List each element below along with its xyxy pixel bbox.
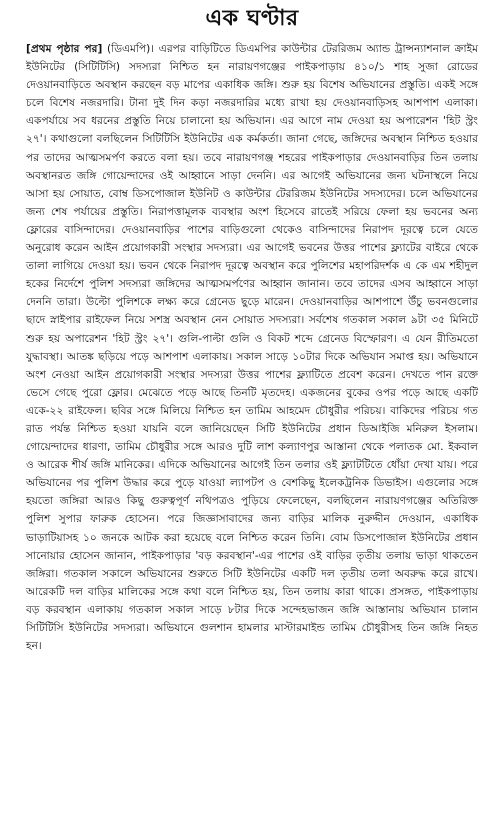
article-paragraph-1: (ডিএমপি)। এরপর বাড়িটিতে ডিএমপির কাউন্টার টেররিজম অ্যান্ড ট্রান্সন্যাশনাল ক্রাইম ইউনিটের (সিটিটিসি) সদস্যরা নিশ্চিত হন নারায়ণগঞ্জের পাইকপাড়ায় ৪১০/১ শাহ সুজা রোডের দেওয়ানবাড়িতে অবস্থান করছেন বড় মাপের একাধিক জঙ্গি। শুরু হয় বিশেষ অভিযানের প্রস্তুতি। একই সঙ্গে চলে বিশেষ নজরদারি। টানা দুই দিন কড়া নজরদারির মধ্যে রাখা হয় দেওয়ানবাড়িসহ আশপাশ এলাকা। একপর্যায়ে সব ধরনের প্রস্তুতি নিয়ে চালানো হয় অভিযান। এর আগে নাম দেওয়া হয় অপারেশন 'হিট স্ট্রং ২৭'। কথাগুলো বলছিলেন সিটিটিসি ইউনিটের এক কর্মকর্তা। (26, 43, 478, 146)
article-body (26, 40, 478, 655)
article-paragraph-2: জানা গেছে, জঙ্গিদের অবস্থান নিশ্চিত হওয়ার পর তাদের আত্মসমর্পণ করতে বলা হয়। তবে নারায়ণগঞ্জ শহরের পাইকপাড়ার দেওয়ানবাড়ির তিন তলায় অবস্থানরত জঙ্গি গোয়েন্দাদের ওই আহ্বানে সাড়া দেননি। এর আগেই অভিযানের জন্য ঘটনাস্থলে নিয়ে আসা হয় সোয়াত, বোম্ব ডিসপোজাল ইউনিট ও কাউন্টার টেররিজম ইউনিটের সদস্যদের। চলে অভিযানের জন্য শেষ পর্যায়ের প্রস্তুতি। নিরাপত্তামূলক ব্যবস্থার অংশ হিসেবে রাতেই সরিয়ে ফেলা হয় ভবনের অন্য ফ্লোরের বাসিন্দাদের। দেওয়ানবাড়ির পাশের বাড়িগুলো থেকেও বাসিন্দাদের নিরাপদ দূরত্বে চলে যেতে অনুরোধ করেন আইন প্রয়োগকারী সংস্থার সদস্যরা। এর আগেই ভবনের উত্তর পাশের ফ্ল্যাটের বাইরে থেকে তালা লাগিয়ে দেওয়া হয়। ভবন থেকে নিরাপদ দূরত্বে অবস্থান করে পুলিশের মহাপরিদর্শক এ কে এম শহীদুল হকের নির্দেশে পুলিশ সদস্যরা জঙ্গিদের আত্মসমর্পণের আহ্বান জানান। তবে তাদের এসব আহ্বানে সাড়া দেননি তারা। উল্টো পুলিশকে লক্ষ্য করে গ্রেনেড ছুড়ে মারেন। দেওয়ানবাড়ির আশপাশে উঁচু ভবনগুলোর ছাদে স্নাইপার রাইফেল নিয়ে সশস্ত্র অবস্থান নেন সোয়াত সদস্যরা। সর্বশেষ গতকাল সকাল ৯টা ৩৫ মিনিটে শুরু হয় অপারেশন 'হিট স্ট্রং ২৭'। গুলি-পাল্টা গুলি ও বিকট শব্দে গ্রেনেড বিস্ফোরণ। এ যেন রীতিমতো যুদ্ধাবস্থা। আতঙ্ক ছড়িয়ে পড়ে আশপাশ এলাকায়। সকাল সাড়ে ১০টার দিকে অভিযান সমাপ্ত হয়। অভিযানে অংশ নেওয়া আইন প্রয়োগকারী সংস্থার সদস্যরা উত্তর পাশের ফ্ল্যাটিতে প্রবেশ করেন। দেখতে পান রক্তে ভেসে গেছে পুরো ফ্লোর। মেঝেতে পড়ে আছে তিনটি মৃতদেহ। একজনের বুকের ওপর পড়ে আছে একটি একে-২২ রাইফেল। ছবির সঙ্গে মিলিয়ে নিশ্চিত হন তামিম আহমেদ চৌধুরীর পরিচয়। বাকিদের পরিচয় গত রাত পর্যন্ত নিশ্চিত হওয়া যায়নি বলে জানিয়েছেন সিটি ইউনিটের প্রধান ডিআইজি মনিরুল ইসলাম। গোয়েন্দাদের ধারণা, তামিম চৌধুরীর সঙ্গে আরও দুটি লাশ কল্যাণপুর আস্তানা থেকে পলাতক মো. ইকবাল ও আরেক শীর্ষ জঙ্গি মানিকের। এদিকে অভিযানের আগেই তিন তলার ওই ফ্ল্যাটটিতে ধোঁয়া দেখা যায়। পরে অভিযানের পর পুলিশ উদ্ধার করে পুড়ে যাওয়া ল্যাপটপ ও বেশকিছু ইলেকট্রনিক ডিভাইস। এগুলোর সঙ্গে হয়তো জঙ্গিরা আরও কিছু গুরুত্বপূর্ণ নথিপত্রও পুড়িয়ে ফেলেছেন, বলছিলেন নারায়ণগঞ্জের অতিরিক্ত পুলিশ সুপার ফারুক হোসেন। পরে জিজ্ঞাসাবাদের জন্য বাড়ির মালিক নুরুদ্দীন দেওয়ান, একাধিক ভাড়াটিয়াসহ ১০ জনকে আটক করা হয়েছে বলে নিশ্চিত করেন তিনি। বোম ডিসপোজাল ইউনিটের প্রধান সানোয়ার হোসেন জানান, পাইকপাড়ার 'বড় করবস্থান'-এর পাশের ওই বাড়ির তৃতীয় তলায় ভাড়া থাকতেন জঙ্গিরা। গতকাল সকালে অভিযানের শুরুতে সিটি ইউনিটের একটি দল তৃতীয় তলা অবরুদ্ধ করে রাখে। আরেকটি দল বাড়ির মালিকের সঙ্গে কথা বলে নিশ্চিত হয়, তিন তলায় কারা থাকে। প্রসঙ্গত, পাইকপাড়ায় বড় করবস্থান এলাকায় গতকাল সকাল সাড়ে ৮টার দিকে সন্দেহভাজন জঙ্গি আস্তানায় অভিযান চালান সিটিটিসি ইউনিটের সদস্যরা। অভিযানে গুলশান হামলার মাস্টারমাইন্ড তামিম চৌধুরীসহ তিন জঙ্গি নিহত হন। (26, 133, 479, 653)
article-headline: এক ঘণ্টার (205, 6, 299, 31)
continuation-lead-in: [প্রথম পৃষ্ঠার পর] (26, 43, 103, 55)
